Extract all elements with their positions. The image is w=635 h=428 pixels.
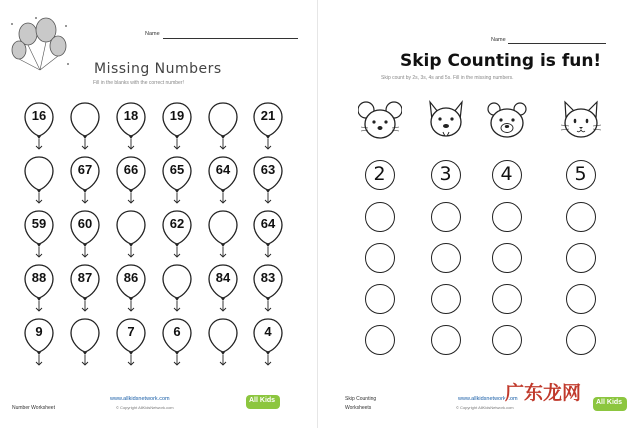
- balloon: [253, 156, 283, 204]
- allkids-logo: [246, 394, 280, 410]
- balloon: [162, 210, 192, 258]
- start-number-circle: [566, 160, 596, 190]
- balloon-number: 84: [215, 270, 231, 285]
- balloon-number: 59: [31, 216, 47, 231]
- balloon-icon: [24, 156, 54, 204]
- balloon: [24, 318, 54, 366]
- name-label: Name: [491, 37, 506, 43]
- balloon: [70, 264, 100, 312]
- balloon-icon: [208, 318, 238, 366]
- balloon: [70, 156, 100, 204]
- balloon-number: 4: [264, 324, 272, 339]
- footer-copyright: © Copyright AllKidsNetwork.com: [116, 405, 174, 410]
- page-title: Skip Counting is fun!: [400, 51, 602, 71]
- balloon-cluster-icon: [6, 14, 74, 76]
- name-field[interactable]: [508, 43, 606, 44]
- balloon: [253, 210, 283, 258]
- answer-circle[interactable]: [566, 243, 596, 273]
- logo-text: All Kids: [249, 397, 276, 404]
- balloon-number: 18: [123, 108, 139, 123]
- balloon: [24, 210, 54, 258]
- answer-circle[interactable]: [492, 284, 522, 314]
- balloon-number: 19: [169, 108, 185, 123]
- start-number: 4: [500, 163, 513, 185]
- footer-label: Skip Counting: [345, 396, 377, 402]
- balloon: [162, 156, 192, 204]
- balloon-number: 60: [77, 216, 93, 231]
- balloon: [253, 318, 283, 366]
- balloon: [116, 264, 146, 312]
- answer-circle[interactable]: [431, 243, 461, 273]
- balloon-number: 7: [127, 324, 135, 339]
- start-number: 3: [439, 163, 452, 185]
- balloon-number: 21: [260, 108, 276, 123]
- answer-circle[interactable]: [566, 284, 596, 314]
- balloon[interactable]: [162, 264, 192, 312]
- balloon-number: 66: [123, 162, 139, 177]
- answer-circle[interactable]: [492, 202, 522, 232]
- bear-icon: [485, 98, 529, 142]
- balloon-number: 64: [260, 216, 276, 231]
- dog-icon: [424, 98, 468, 142]
- balloon-number: 86: [123, 270, 139, 285]
- answer-circle[interactable]: [431, 325, 461, 355]
- answer-circle[interactable]: [365, 325, 395, 355]
- balloon[interactable]: [116, 210, 146, 258]
- balloon: [253, 102, 283, 150]
- answer-circle[interactable]: [492, 243, 522, 273]
- answer-circle[interactable]: [365, 243, 395, 273]
- balloon-number: 9: [35, 324, 43, 339]
- answer-circle[interactable]: [365, 284, 395, 314]
- balloon: [253, 264, 283, 312]
- balloon: [24, 102, 54, 150]
- balloon-icon: [70, 102, 100, 150]
- start-number-circle: [365, 160, 395, 190]
- balloon-icon: [208, 102, 238, 150]
- balloon: [162, 102, 192, 150]
- start-number: 5: [574, 163, 587, 185]
- balloon: [70, 210, 100, 258]
- answer-circle[interactable]: [365, 202, 395, 232]
- balloon[interactable]: [208, 210, 238, 258]
- logo-text: All Kids: [596, 399, 623, 406]
- page-title: Missing Numbers: [94, 61, 222, 77]
- answer-circle[interactable]: [431, 284, 461, 314]
- skip-counting-worksheet: [318, 0, 635, 428]
- balloon-icon: [70, 318, 100, 366]
- balloon[interactable]: [24, 156, 54, 204]
- balloon-number: 6: [173, 324, 181, 339]
- balloon-icon: [208, 210, 238, 258]
- balloon-number: 63: [260, 162, 276, 177]
- balloon-number: 67: [77, 162, 93, 177]
- cat-icon: [559, 98, 603, 142]
- allkids-logo: [593, 396, 627, 412]
- balloon[interactable]: [208, 102, 238, 150]
- balloon: [116, 102, 146, 150]
- balloon-icon: [116, 210, 146, 258]
- balloon[interactable]: [70, 102, 100, 150]
- footer-label-2: Worksheets: [345, 405, 372, 411]
- balloon-number: 16: [31, 108, 47, 123]
- watermark: 广东龙网: [505, 382, 582, 404]
- balloon: [116, 156, 146, 204]
- instruction-text: Skip count by 2s, 3s, 4s and 5s. Fill in the missing numbers.: [381, 75, 514, 81]
- balloon-number: 62: [169, 216, 185, 231]
- start-number: 2: [373, 163, 386, 185]
- footer-url[interactable]: www.allkidsnetwork.com: [110, 396, 170, 402]
- answer-circle[interactable]: [566, 202, 596, 232]
- mouse-icon: [358, 98, 402, 142]
- name-field[interactable]: [163, 38, 298, 39]
- footer-label: Number Worksheet: [12, 405, 55, 411]
- balloon: [24, 264, 54, 312]
- balloon-number: 88: [31, 270, 47, 285]
- footer-copyright: © Copyright AllKidsNetwork.com: [456, 405, 514, 410]
- balloon: [208, 264, 238, 312]
- answer-circle[interactable]: [566, 325, 596, 355]
- footer-url[interactable]: www.allkidsnetwork.com: [458, 396, 518, 402]
- balloon: [162, 318, 192, 366]
- balloon[interactable]: [70, 318, 100, 366]
- balloon-number: 83: [260, 270, 276, 285]
- start-number-circle: [492, 160, 522, 190]
- answer-circle[interactable]: [431, 202, 461, 232]
- balloon-number: 87: [77, 270, 93, 285]
- balloon: [208, 156, 238, 204]
- balloon-icon: [162, 264, 192, 312]
- name-label: Name: [145, 31, 160, 37]
- balloon[interactable]: [208, 318, 238, 366]
- balloon-number: 64: [215, 162, 231, 177]
- balloon-number: 65: [169, 162, 185, 177]
- answer-circle[interactable]: [492, 325, 522, 355]
- start-number-circle: [431, 160, 461, 190]
- instruction-text: Fill in the blanks with the correct number!: [93, 80, 184, 86]
- balloon: [116, 318, 146, 366]
